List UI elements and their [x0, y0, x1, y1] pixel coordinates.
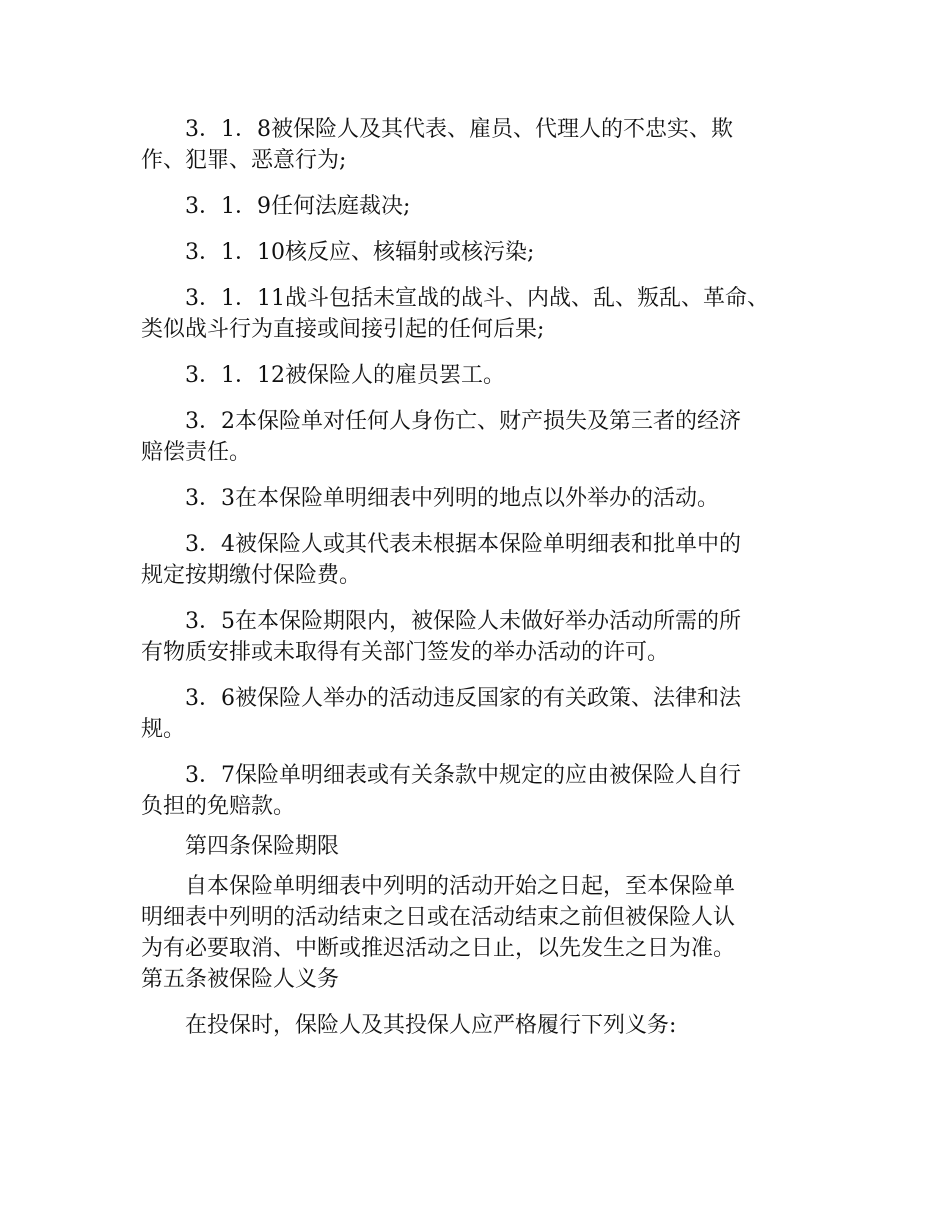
- text-line: 规定按期缴付保险费。: [141, 563, 362, 588]
- clause-3-1-8: [141, 114, 831, 176]
- text-line: 3．1．11战斗包括未宣战的战斗、内战、乱、叛乱、革命、: [185, 286, 769, 311]
- clause-3-4: [141, 529, 831, 591]
- clause-3-2: [141, 406, 831, 468]
- document-body: [141, 114, 831, 1041]
- text-line: 3．2本保险单对任何人身伤亡、财产损失及第三者的经济: [185, 409, 741, 434]
- text-line: 3．4被保险人或其代表未根据本保险单明细表和批单中的: [185, 532, 741, 557]
- text-line: 规。: [141, 717, 186, 742]
- clause-3-3: [141, 483, 831, 514]
- text-line: 3．5在本保险期限内，被保险人未做好举办活动所需的所: [185, 609, 741, 634]
- text-line: 3．7保险单明细表或有关条款中规定的应由被保险人自行: [185, 763, 741, 788]
- text-line: 在投保时，保险人及其投保人应严格履行下列义务:: [185, 1013, 677, 1038]
- clause-3-1-12: [141, 360, 831, 391]
- text-line: 3．1．12被保险人的雇员罢工。: [185, 363, 505, 388]
- clause-3-1-11: [141, 283, 831, 345]
- text-line: 3．6被保险人举办的活动违反国家的有关政策、法律和法: [185, 686, 741, 711]
- clause-3-1-10: [141, 237, 831, 268]
- clause-3-6: [141, 683, 831, 745]
- article-4-heading: [141, 831, 831, 862]
- article-4-body: [141, 871, 831, 995]
- text-line: 自本保险单明细表中列明的活动开始之日起，至本保险单: [185, 874, 736, 899]
- text-line: 为有必要取消、中断或推迟活动之日止，以先发生之日为准。: [141, 936, 736, 961]
- text-line: 作、犯罪、恶意行为;: [141, 148, 347, 173]
- clause-3-5: [141, 606, 831, 668]
- clause-3-1-9: [141, 191, 831, 222]
- text-line: 3．3在本保险单明细表中列明的地点以外举办的活动。: [185, 486, 719, 511]
- text-line: 负担的免赔款。: [141, 794, 296, 819]
- text-line: 赔偿责任。: [141, 440, 252, 465]
- text-line: 明细表中列明的活动结束之日或在活动结束之前但被保险人认: [141, 905, 736, 930]
- section-heading: 第四条保险期限: [185, 834, 340, 859]
- text-line: 类似战斗行为直接或间接引起的任何后果;: [141, 317, 545, 342]
- text-line: 3．1．10核反应、核辐射或核污染;: [185, 240, 535, 265]
- text-line: 3．1．9任何法庭裁决;: [185, 194, 411, 219]
- text-line: 有物质安排或未取得有关部门签发的举办活动的许可。: [141, 640, 670, 665]
- section-heading: 第五条被保险人义务: [141, 967, 340, 992]
- article-5-body: [141, 1010, 831, 1041]
- clause-3-7: [141, 760, 831, 822]
- text-line: 3．1．8被保险人及其代表、雇员、代理人的不忠实、欺: [185, 117, 733, 142]
